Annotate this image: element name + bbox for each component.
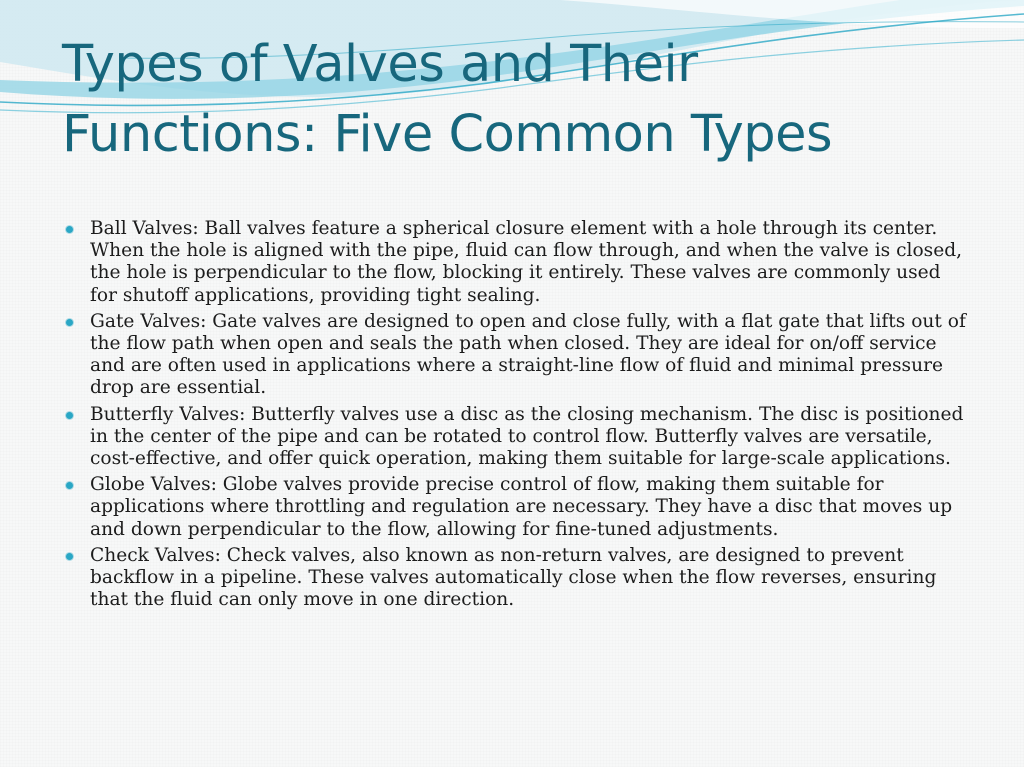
slide-title-line-2: Functions: Five Common Types <box>62 105 833 164</box>
bullet-check-valves <box>66 545 966 612</box>
bullet-text: Globe Valves: Globe valves provide precise control of flow, making them suitable for applications where throttling and regulation are necessary. They have a disc that moves up and down perpendicular to the flow, allowing for fine-tuned adjustments. <box>90 474 953 540</box>
bullet-text: Check Valves: Check valves, also known as non-return valves, are designed to prevent backflow in a pipeline. These valves automatically close when the flow reverses, ensuring that the fluid can only move in one direction. <box>90 544 937 611</box>
slide-title <box>62 30 962 170</box>
bullet-list <box>66 218 966 615</box>
bullet-text: Gate Valves: Gate valves are designed to open and close fully, with a flat gate that lifts out of the flow path when open and seals the path when closed. They are ideal for on/off service and are often used in applications where a straight-line flow of fluid and minimal pressure drop are essential. <box>90 310 966 399</box>
bullet-text: Ball Valves: Ball valves feature a spherical closure element with a hole through its center. When the hole is aligned with the pipe, fluid can flow through, and when the valve is closed, the hole is perpendicular to the flow, blocking it entirely. These valves are commonly used for shutoff applications, providing tight sealing. <box>90 218 963 306</box>
bullet-gate-valves <box>66 311 966 400</box>
bullet-icon <box>66 412 73 419</box>
bullet-butterfly-valves <box>66 404 966 471</box>
bullet-ball-valves <box>66 218 966 307</box>
bullet-text: Butterfly Valves: Butterfly valves use a disc as the closing mechanism. The disc is positioned in the center of the pipe and can be rotated to control flow. Butterfly valves are versatile, cost-effective, and offer quick operation, making them suitable for large-scale applications. <box>90 403 964 470</box>
bullet-icon <box>66 319 73 326</box>
bullet-icon <box>66 482 73 489</box>
bullet-globe-valves <box>66 474 966 541</box>
slide-title-line-1: Types of Valves and Their <box>62 35 698 94</box>
bullet-icon <box>66 226 73 233</box>
bullet-icon <box>66 553 73 560</box>
